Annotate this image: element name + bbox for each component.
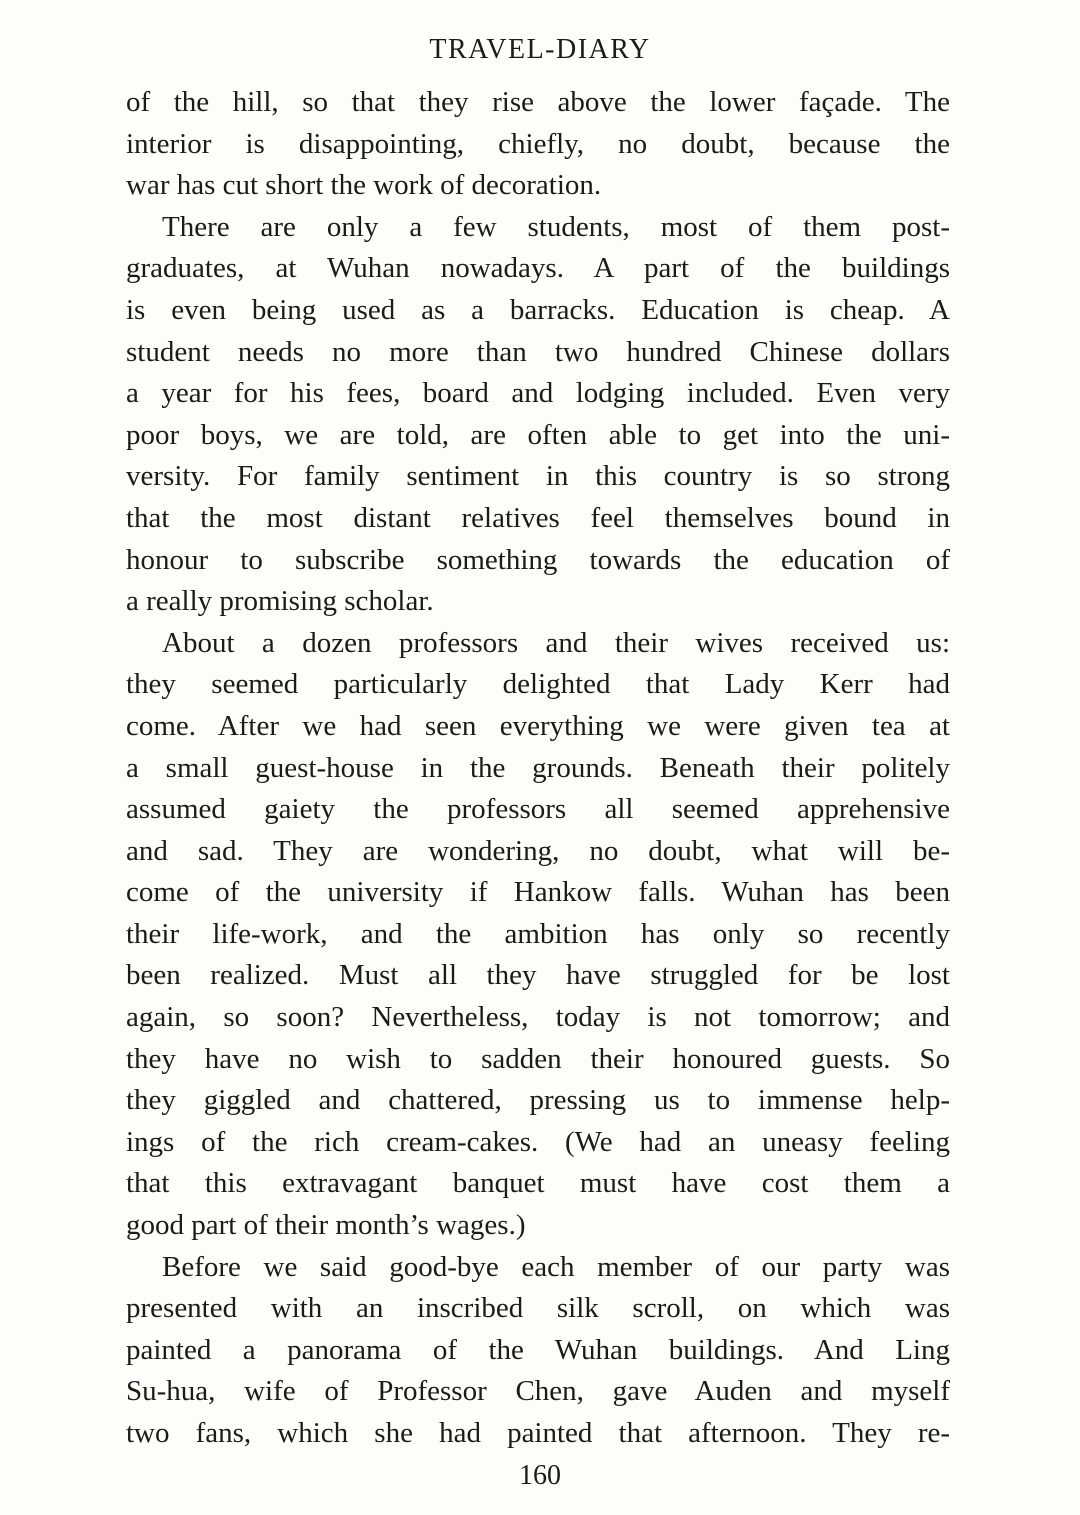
text-line: graduates, at Wuhan nowadays. A part of the buildings [126,252,950,285]
text-line: that the most distant relatives feel themselves bound in [126,501,950,534]
text-line: poor boys, we are told, are often able to get into the uni- [126,418,950,451]
text-line: and sad. They are wondering, no doubt, what will be- [126,834,950,867]
text-line: Before we said good-bye each member of our party was [162,1250,950,1283]
page-number: 160 [519,1460,561,1491]
text-line: a year for his fees, board and lodging included. Even very [126,377,950,410]
text-line: come. After we had seen everything we were given tea at [126,709,950,742]
text-line: painted a panorama of the Wuhan buildings. And Ling [126,1333,950,1366]
text-line: been realized. Must all they have struggled for be lost [126,959,950,992]
running-head: TRAVEL-DIARY [429,34,651,65]
text-line: There are only a few students, most of them post- [162,210,950,243]
text-line: student needs no more than two hundred Chinese dollars [126,335,950,368]
text-line: presented with an inscribed silk scroll, on which was [126,1292,950,1325]
text-line: war has cut short the work of decoration. [126,169,602,202]
body-text [126,82,950,1455]
text-line: of the hill, so that they rise above the lower façade. The [126,86,950,118]
text-line: two fans, which she had painted that afternoon. They re- [126,1417,950,1449]
text-line: a really promising scholar. [126,585,434,618]
text-line: assumed gaiety the professors all seemed apprehensive [126,793,950,826]
text-line: Su-hua, wife of Professor Chen, gave Auden and myself [126,1375,950,1408]
text-line: again, so soon? Nevertheless, today is not tomorrow; and [126,1001,950,1034]
text-line: they have no wish to sadden their honoured guests. So [126,1042,950,1075]
text-line: ings of the rich cream-cakes. (We had an uneasy feeling [126,1125,950,1158]
text-line: honour to subscribe something towards the education of [126,543,950,576]
text-line: interior is disappointing, chiefly, no doubt, because the [126,127,950,160]
text-line: good part of their month’s wages.) [126,1209,526,1242]
text-line: is even being used as a barracks. Education is cheap. A [126,293,950,326]
text-line: they seemed particularly delighted that Lady Kerr had [126,668,950,701]
text-line: About a dozen professors and their wives received us: [162,626,950,659]
text-line: a small guest-house in the grounds. Beneath their politely [126,751,950,784]
text-line: they giggled and chattered, pressing us to immense help- [126,1084,950,1117]
text-line: versity. For family sentiment in this country is so strong [126,460,950,493]
text-line: that this extravagant banquet must have cost them a [126,1167,950,1200]
text-line: come of the university if Hankow falls. Wuhan has been [126,876,950,909]
text-line: their life-work, and the ambition has only so recently [126,917,950,950]
